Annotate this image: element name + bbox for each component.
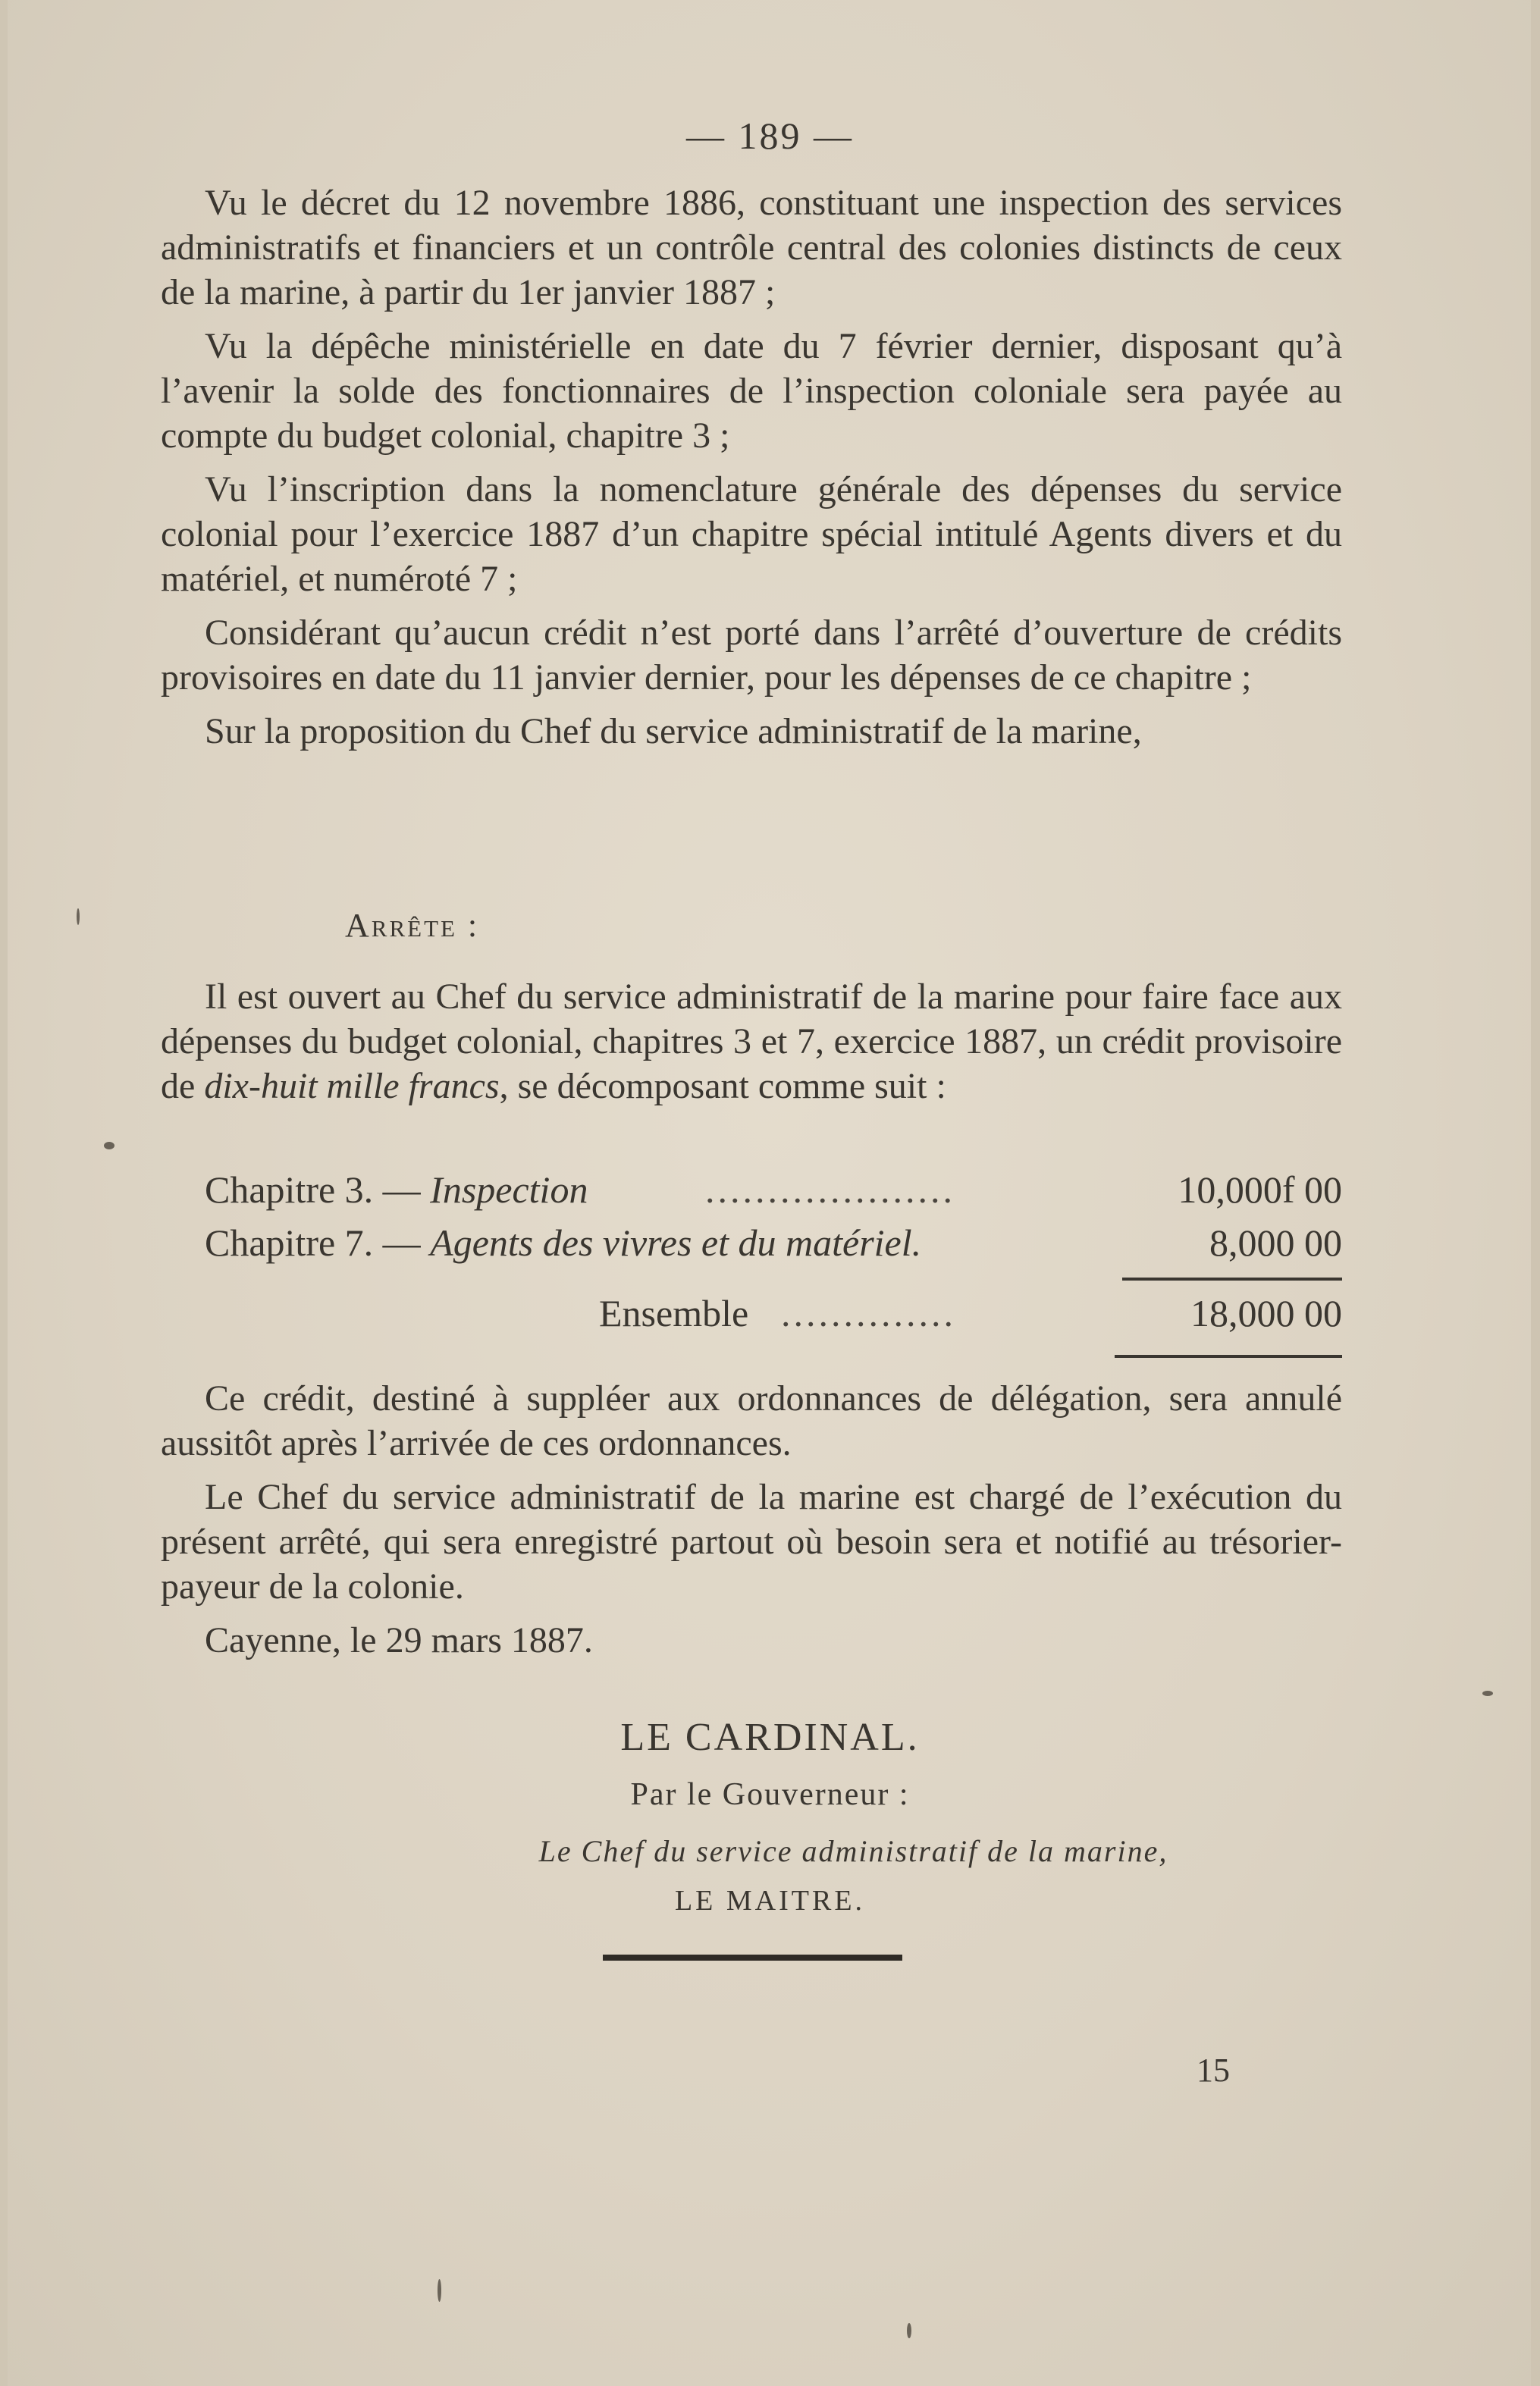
sum-rule bbox=[1122, 1278, 1342, 1281]
speck bbox=[438, 2279, 441, 2302]
total-label: Ensemble bbox=[599, 1292, 749, 1334]
row-label: Chapitre 3. — bbox=[205, 1168, 431, 1211]
signature-countersign: LE MAITRE. bbox=[674, 1885, 866, 1917]
paragraph-credit: Ce crédit, destiné à suppléer aux ordonnances de délégation, sera annulé aussitôt après l’arrivée de ces ordonnances. bbox=[161, 1378, 1342, 1463]
row-detail: Inspection bbox=[430, 1168, 588, 1211]
leader-dots: .................... bbox=[705, 1168, 955, 1211]
page-edge-right bbox=[1531, 0, 1540, 2386]
paragraph-inscription: Vu l’inscription dans la nomenclature générale des dépenses du service colonial pour l’exercice 1887 d’un chapitre spécial intitulé Agents divers et du matériel, et numéroté 7 ; bbox=[161, 469, 1342, 599]
page-edge-left bbox=[0, 0, 8, 2386]
paragraph-proposition: Sur la proposition du Chef du service administratif de la marine, bbox=[205, 711, 1142, 751]
date-line: Cayenne, le 29 mars 1887. bbox=[205, 1620, 593, 1660]
total-amount: 18,000 00 bbox=[1190, 1292, 1342, 1334]
preamble bbox=[161, 180, 1342, 754]
speck bbox=[104, 1142, 114, 1149]
signature-governor: LE CARDINAL. bbox=[620, 1716, 920, 1759]
paragraph-ouverture: Il est ouvert au Chef du service administratif de la marine pour faire face aux dépenses du budget colonial, chapitres 3 et 7, exercice 1887, un crédit provisoire de dix-huit mille francs, se décomposant comme suit : bbox=[161, 977, 1342, 1106]
amount-in-words: dix-huit mille francs bbox=[204, 1066, 500, 1106]
signature-title: Le Chef du service administratif de la marine, bbox=[538, 1834, 1168, 1868]
row-detail: Agents des vivres et du matériel. bbox=[430, 1221, 922, 1264]
table-total-row bbox=[205, 1289, 1342, 1337]
signature-by: Par le Gouverneur : bbox=[630, 1777, 910, 1812]
speck bbox=[77, 908, 80, 925]
speck bbox=[907, 2323, 911, 2338]
page-number: — 189 — bbox=[686, 114, 854, 157]
row-amount: 10,000f 00 bbox=[1178, 1168, 1342, 1211]
sheet-signature-mark: 15 bbox=[1197, 2052, 1230, 2089]
row-amount: 8,000 00 bbox=[1209, 1221, 1342, 1264]
heading-arrete: Arrête : bbox=[345, 907, 480, 944]
row-label: Chapitre 7. — bbox=[205, 1221, 431, 1264]
paragraph-depeche: Vu la dépêche ministérielle en date du 7 février dernier, disposant qu’à l’avenir la solde des fonctionnaires de l’inspection coloniale sera payée au compte du budget colonial, chapitre 3 ; bbox=[161, 326, 1342, 456]
table-row bbox=[205, 1218, 1342, 1267]
paragraph-decret: Vu le décret du 12 novembre 1886, constituant une inspection des services administratifs et financiers et un contrôle central des colonies distincts de ceux de la marine, à partir du 1er janvier 1887 ; bbox=[161, 183, 1342, 312]
closing-rule bbox=[603, 1955, 902, 1961]
paragraph-execution: Le Chef du service administratif de la marine est chargé de l’exécution du présent arrêté, qui sera enregistré partout où besoin sera et notifié au trésorier-payeur de la colonie. bbox=[161, 1477, 1342, 1607]
closing-text bbox=[161, 1376, 1342, 1663]
leader-dots: .............. bbox=[781, 1292, 956, 1334]
total-rule bbox=[1115, 1355, 1342, 1358]
speck bbox=[1482, 1691, 1493, 1696]
table-row bbox=[205, 1165, 1342, 1214]
paragraph-considerant: Considérant qu’aucun crédit n’est porté dans l’arrêté d’ouverture de crédits provisoires en date du 11 janvier dernier, pour les dépenses de ce chapitre ; bbox=[161, 613, 1342, 698]
article-body bbox=[161, 974, 1342, 1108]
